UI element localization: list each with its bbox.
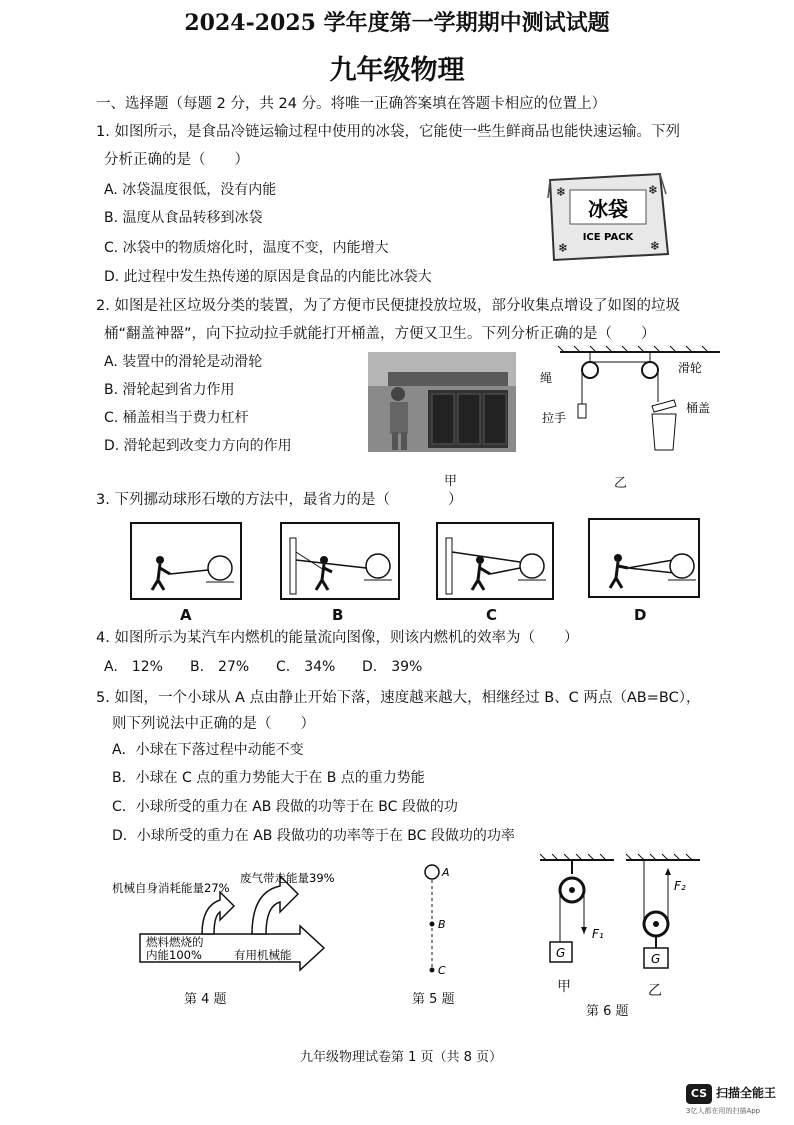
q1-option-d: D. 此过程中发生热传递的原因是食品的内能比冰袋大 xyxy=(104,269,432,285)
q1-stem-line1: 1. 如图所示，是食品冷链运输过程中使用的冰袋，它能使一些生鲜商品也能快速运输。下列 xyxy=(96,124,680,140)
q3-label-c: C xyxy=(486,606,498,624)
label-lid: 桶盖 xyxy=(686,401,711,415)
q3-label-a: A xyxy=(180,606,192,624)
fig5-label-a: A xyxy=(442,866,450,879)
fig5-caption: 第 5 题 xyxy=(412,992,455,1007)
scanner-brand: 扫描全能王 xyxy=(716,1086,777,1100)
snowflake-icon: ❄ xyxy=(558,241,569,255)
fig6-caption-jia: 甲 xyxy=(557,979,571,995)
pulley-lid-diagram xyxy=(540,344,740,464)
fig4-fuel-label2: 内能100% xyxy=(146,948,202,962)
q5-option-b: B．小球在 C 点的重力势能大于在 B 点的重力势能 xyxy=(112,770,425,786)
q4-option-c: C. 34% xyxy=(276,659,336,675)
q2-stem-line2: 桶“翻盖神器”，向下拉动拉手就能打开桶盖，方便又卫生。下列分析正确的是（ ） xyxy=(104,326,656,342)
energy-flow-diagram xyxy=(110,864,350,974)
q4-stem: 4. 如图所示为某汽车内燃机的能量流向图像，则该内燃机的效率为（ ） xyxy=(96,630,579,646)
pulley-icon xyxy=(642,362,658,378)
q2-option-b: B. 滑轮起到省力作用 xyxy=(104,382,235,398)
q2-stem-line1: 2. 如图是社区垃圾分类的装置，为了方便市民便捷投放垃圾，部分收集点增设了如图的垃圾 xyxy=(96,298,680,314)
fig6-caption: 第 6 题 xyxy=(586,1004,629,1019)
snowflake-icon: ❄ xyxy=(648,183,659,197)
fig4-caption: 第 4 题 xyxy=(184,992,227,1007)
pulley-systems-diagram xyxy=(536,852,706,982)
scanner-logo-icon: CS xyxy=(686,1084,712,1104)
pulley-icon xyxy=(582,362,598,378)
ice-pack-figure xyxy=(540,168,676,268)
snowflake-icon: ❄ xyxy=(556,185,567,199)
q5-option-a: A．小球在下落过程中动能不变 xyxy=(112,742,304,758)
q3-stem: 3. 下列挪动球形石墩的方法中，最省力的是（ ） xyxy=(96,492,463,508)
trash-bin-photo xyxy=(368,352,516,452)
snowflake-icon: ❄ xyxy=(650,239,661,253)
q2-option-a: A. 装置中的滑轮是动滑轮 xyxy=(104,354,263,370)
q5-stem-line2: 则下列说法中正确的是（ ） xyxy=(112,716,315,732)
fig4-waste-label: 废气带走能量39% xyxy=(240,871,335,885)
q4-option-a: A. 12% xyxy=(104,659,163,675)
fig4-fuel-label1: 燃料燃烧的 xyxy=(146,935,204,949)
q3-label-b: B xyxy=(332,606,344,624)
fig5-label-b: B xyxy=(438,918,446,931)
q2-option-c: C. 桶盖相当于费力杠杆 xyxy=(104,410,249,426)
exam-subtitle: 九年级物理 xyxy=(329,55,465,86)
q5-option-c: C．小球所受的重力在 AB 段做的功等于在 BC 段做的功 xyxy=(112,799,458,815)
page-footer: 九年级物理试卷第 1 页（共 8 页） xyxy=(300,1050,503,1065)
fig6-weight-jia: G xyxy=(556,946,566,960)
q2-option-d: D. 滑轮起到改变力方向的作用 xyxy=(104,438,292,454)
ball xyxy=(425,865,439,879)
section-heading: 一、选择题（每题 2 分，共 24 分。将唯一正确答案填在答题卡相应的位置上） xyxy=(96,96,607,112)
fig4-useful-label: 有用机械能 xyxy=(234,948,292,962)
fig6-caption-yi: 乙 xyxy=(648,983,662,999)
ice-pack-sublabel: ICE PACK xyxy=(582,232,634,243)
q3-option-a-figure xyxy=(130,522,242,602)
q3-option-c-figure xyxy=(436,522,554,602)
ice-pack-label: 冰袋 xyxy=(588,197,628,221)
self-loss-arrow xyxy=(202,892,234,934)
q2-caption-yi: 乙 xyxy=(614,476,628,491)
q5-stem-line1: 5. 如图，一个小球从 A 点由静止开始下落，速度越来越大，相继经过 B、C 两点（AB=BC）， xyxy=(96,690,701,706)
scanner-tagline: 3亿人都在用的扫描App xyxy=(686,1107,761,1115)
fig6-weight-yi: G xyxy=(651,952,661,966)
q3-option-b-figure xyxy=(280,522,400,602)
q1-option-c: C. 冰袋中的物质熔化时，温度不变，内能增大 xyxy=(104,240,389,256)
fig4-self-label: 机械自身消耗能量27% xyxy=(112,881,230,895)
fig6-f2-label: F₂ xyxy=(674,879,686,893)
q3-label-d: D xyxy=(634,606,647,624)
fig5-label-c: C xyxy=(438,964,446,977)
q1-stem-line2: 分析正确的是（ ） xyxy=(104,152,249,168)
q5-option-d: D．小球所受的重力在 AB 段做功的功率等于在 BC 段做功的功率 xyxy=(112,828,515,844)
q4-option-b: B. 27% xyxy=(190,659,250,675)
exam-title: 2024-2025 学年度第一学期期中测试试题 xyxy=(184,10,610,36)
q4-option-d: D. 39% xyxy=(362,659,423,675)
label-handle: 拉手 xyxy=(542,411,567,425)
q1-option-a: A. 冰袋温度很低，没有内能 xyxy=(104,182,277,198)
falling-ball-diagram xyxy=(414,860,464,980)
fig6-f1-label: F₁ xyxy=(592,927,604,941)
label-pulley: 滑轮 xyxy=(678,361,703,375)
q3-option-d-figure xyxy=(588,518,700,600)
label-rope: 绳 xyxy=(540,371,553,385)
q1-option-b: B. 温度从食品转移到冰袋 xyxy=(104,210,263,226)
q2-caption-jia: 甲 xyxy=(444,474,458,489)
